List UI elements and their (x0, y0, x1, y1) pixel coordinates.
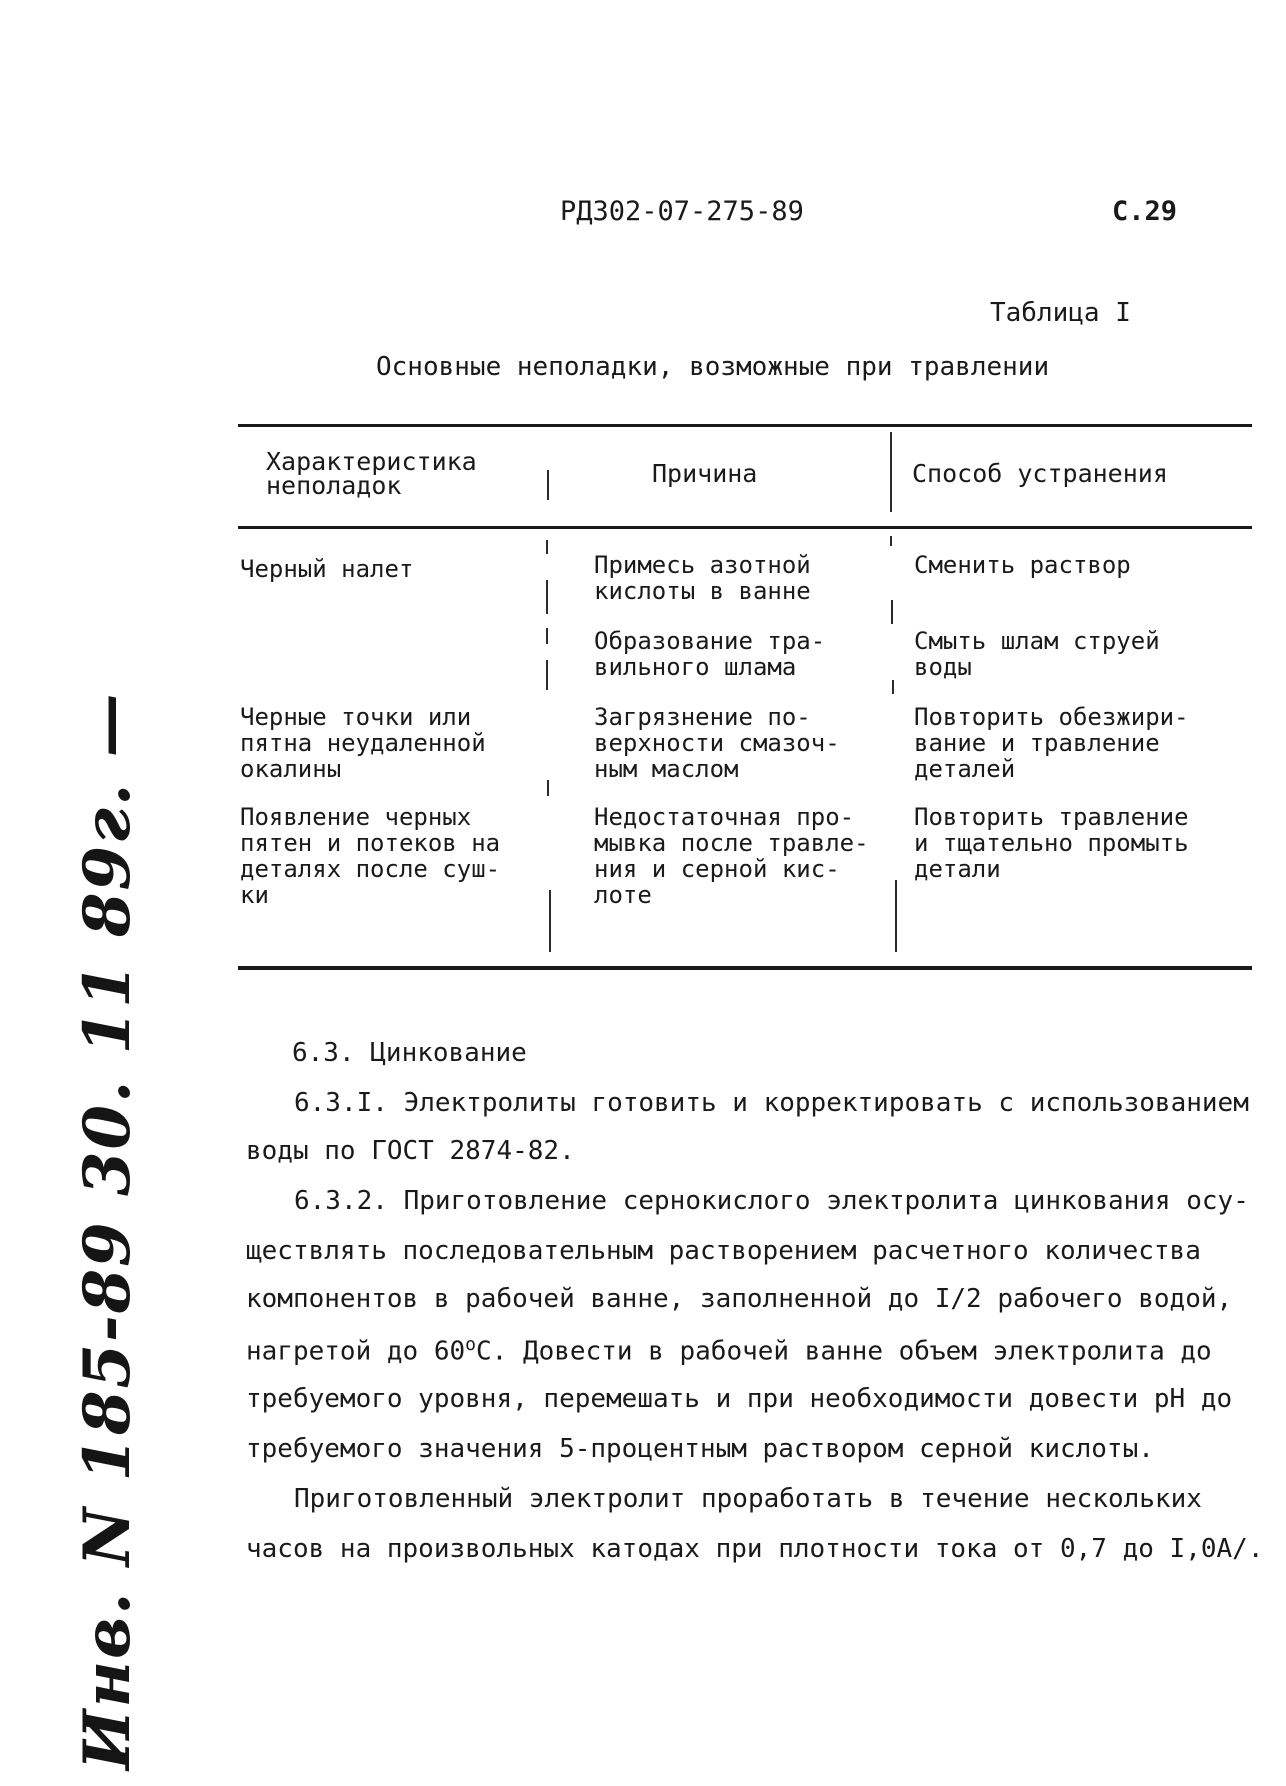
paragraph-line: воды по ГОСТ 2874-82. (246, 1136, 575, 1166)
paragraph-line (246, 1334, 1212, 1367)
column-divider (891, 600, 893, 624)
column-header-defect: Характеристика неполадок (266, 447, 477, 500)
paragraph-line: 6.3.I. Электролиты готовить и корректировать с использованием (294, 1088, 1249, 1118)
paragraph-text: нагретой до 60 (246, 1336, 466, 1367)
table-cell-defect: Черные точки или пятна неудаленной окалины (240, 703, 486, 783)
table-cell-cause: Недостаточная про- мывка после травле- ния и серной кис- лоте (594, 803, 869, 909)
table-cell-cause: Примесь азотной кислоты в ванне (594, 551, 811, 605)
column-divider (546, 660, 548, 690)
table-title: Основные неполадки, возможные при травлении (376, 352, 1050, 382)
paragraph-line: требуемого значения 5-процентным раствором серной кислоты. (246, 1434, 1154, 1464)
document-code: РД302-07-275-89 (560, 196, 804, 227)
paragraph-line: 6.3.2. Приготовление сернокислого электролита цинкования осу- (294, 1186, 1249, 1216)
table-cell-cause: Загрязнение по- верхности смазоч- ным маслом (594, 703, 840, 783)
paragraph-line: требуемого уровня, перемешать и при необходимости довести рН до (246, 1384, 1233, 1414)
table-cell-defect: Черный налет (240, 555, 414, 583)
table-top-rule (238, 424, 1252, 427)
table-label: Таблица I (990, 298, 1131, 328)
table-cell-remedy: Повторить обезжири- вание и травление деталей (914, 703, 1189, 783)
column-divider (546, 580, 548, 614)
paragraph-line: компонентов в рабочей ванне, заполненной до I/2 рабочего водой, (246, 1284, 1233, 1314)
column-header-cause: Причина (652, 459, 758, 488)
paragraph-text: С. Довести в рабочей ванне объем электролита до (476, 1336, 1212, 1367)
handwritten-inventory-note: Инв. N 185-89 30. 11 89г. — (70, 691, 145, 1770)
column-divider (890, 432, 892, 512)
column-divider (895, 880, 897, 952)
section-heading: 6.3. Цинкование (292, 1038, 527, 1068)
column-divider (546, 540, 548, 554)
column-divider (892, 680, 894, 694)
paragraph-line: ществлять последовательным растворением расчетного количества (246, 1236, 1201, 1266)
table-bottom-rule (238, 966, 1252, 970)
table-cell-remedy: Повторить травление и тщательно промыть детали (914, 803, 1189, 883)
paragraph-line: часов на произвольных катодах при плотности тока от 0,7 до I,0А/. (246, 1534, 1264, 1564)
column-divider (549, 890, 551, 952)
column-divider (890, 536, 892, 546)
column-divider (547, 470, 549, 500)
degree-mark: о (465, 1334, 476, 1355)
column-divider (546, 628, 548, 644)
table-cell-remedy: Смыть шлам струей воды (914, 627, 1160, 681)
page-number: С.29 (1112, 196, 1178, 227)
column-header-remedy: Способ устранения (912, 459, 1168, 488)
paragraph-line: Приготовленный электролит проработать в течение нескольких (294, 1484, 1202, 1514)
column-divider (547, 780, 549, 796)
table-cell-remedy: Сменить раствор (914, 551, 1131, 579)
table-cell-cause: Образование тра- вильного шлама (594, 627, 826, 681)
table-cell-defect: Появление черных пятен и потеков на деталях после суш- ки (240, 803, 501, 909)
table-header-rule (238, 526, 1252, 529)
